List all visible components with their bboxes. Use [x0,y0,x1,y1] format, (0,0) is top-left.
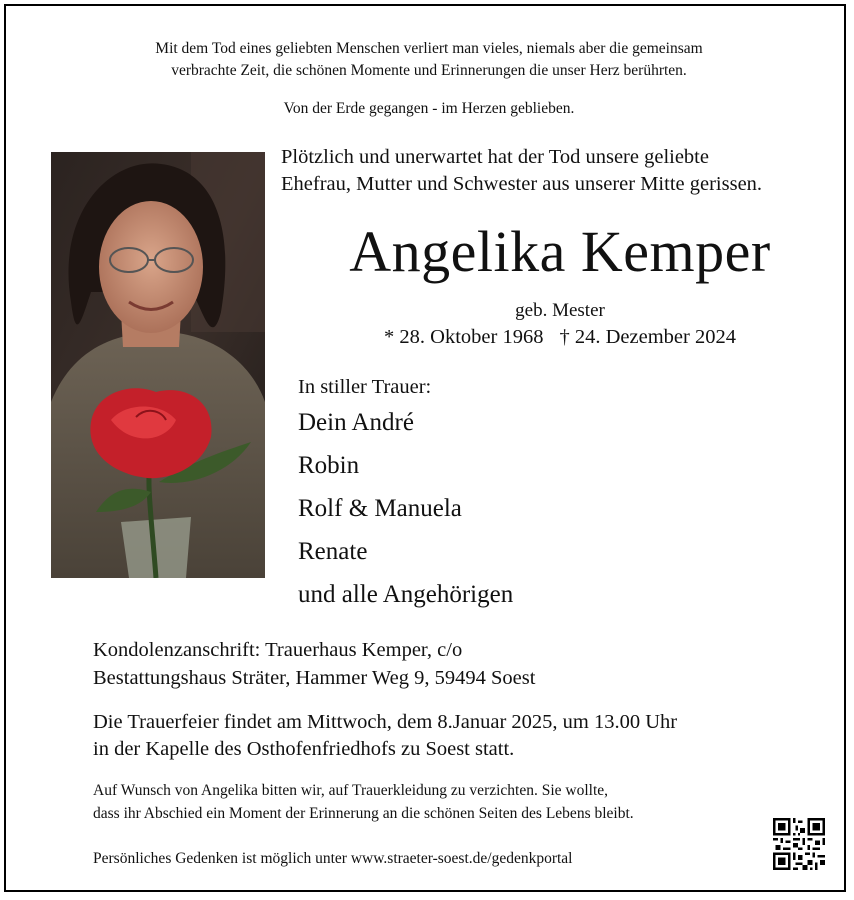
condolence-line-2: Bestattungshaus Sträter, Hammer Weg 9, 59494 Soest [93,667,536,689]
intro-line-1: Plötzlich und unerwartet hat der Tod unsere geliebte [281,146,709,168]
mourner-name: Rolf & Manuela [298,495,462,522]
dress-wish [93,779,634,825]
mourner-name: Renate [298,538,368,565]
funeral-line-2: in der Kapelle des Osthofenfriedhofs zu Soest statt. [93,738,515,760]
death-date: † 24. Dezember 2024 [559,326,736,348]
life-dates [288,326,832,349]
funeral-info [93,709,677,763]
wish-line-1: Auf Wunsch von Angelika bitten wir, auf Trauerkleidung zu verzichten. Sie wollte, [93,782,609,799]
maiden-name: geb. Mester [515,300,605,321]
qr-code-icon[interactable] [773,818,825,870]
obituary-notice [4,4,846,892]
birth-date: * 28. Oktober 1968 [384,326,544,348]
portrait-photo [51,152,265,578]
mourner-name: und alle Angehörigen [298,581,514,608]
intro-line-2: Ehefrau, Mutter und Schwester aus unserer Mitte gerissen. [281,173,763,195]
mourner-name: Robin [298,452,360,479]
condolence-address [93,636,535,692]
mourner-name: Dein André [298,409,414,436]
online-memorial-link[interactable]: Persönliches Gedenken ist möglich unter www.straeter-soest.de/gedenkportal [93,850,573,867]
condolence-line-1: Kondolenzanschrift: Trauerhaus Kemper, c/o [93,639,463,661]
mourners-title: In stiller Trauer: [298,376,432,398]
intro-text [281,144,762,198]
deceased-name: Angelika Kemper [349,219,771,284]
quote-line-1: Mit dem Tod eines geliebten Menschen verliert man vieles, niemals aber die gemeinsam [155,40,703,57]
funeral-line-1: Die Trauerfeier findet am Mittwoch, dem 8.Januar 2025, um 13.00 Uhr [93,711,678,733]
memorial-quote [6,38,852,82]
quote-motto: Von der Erde gegangen - im Herzen geblieben. [283,100,575,117]
quote-line-2: verbrachte Zeit, die schönen Momente und Erinnerungen die unser Herz berührten. [171,62,687,79]
wish-line-2: dass ihr Abschied ein Moment der Erinnerung an die schönen Seiten des Lebens bleibt. [93,805,634,822]
